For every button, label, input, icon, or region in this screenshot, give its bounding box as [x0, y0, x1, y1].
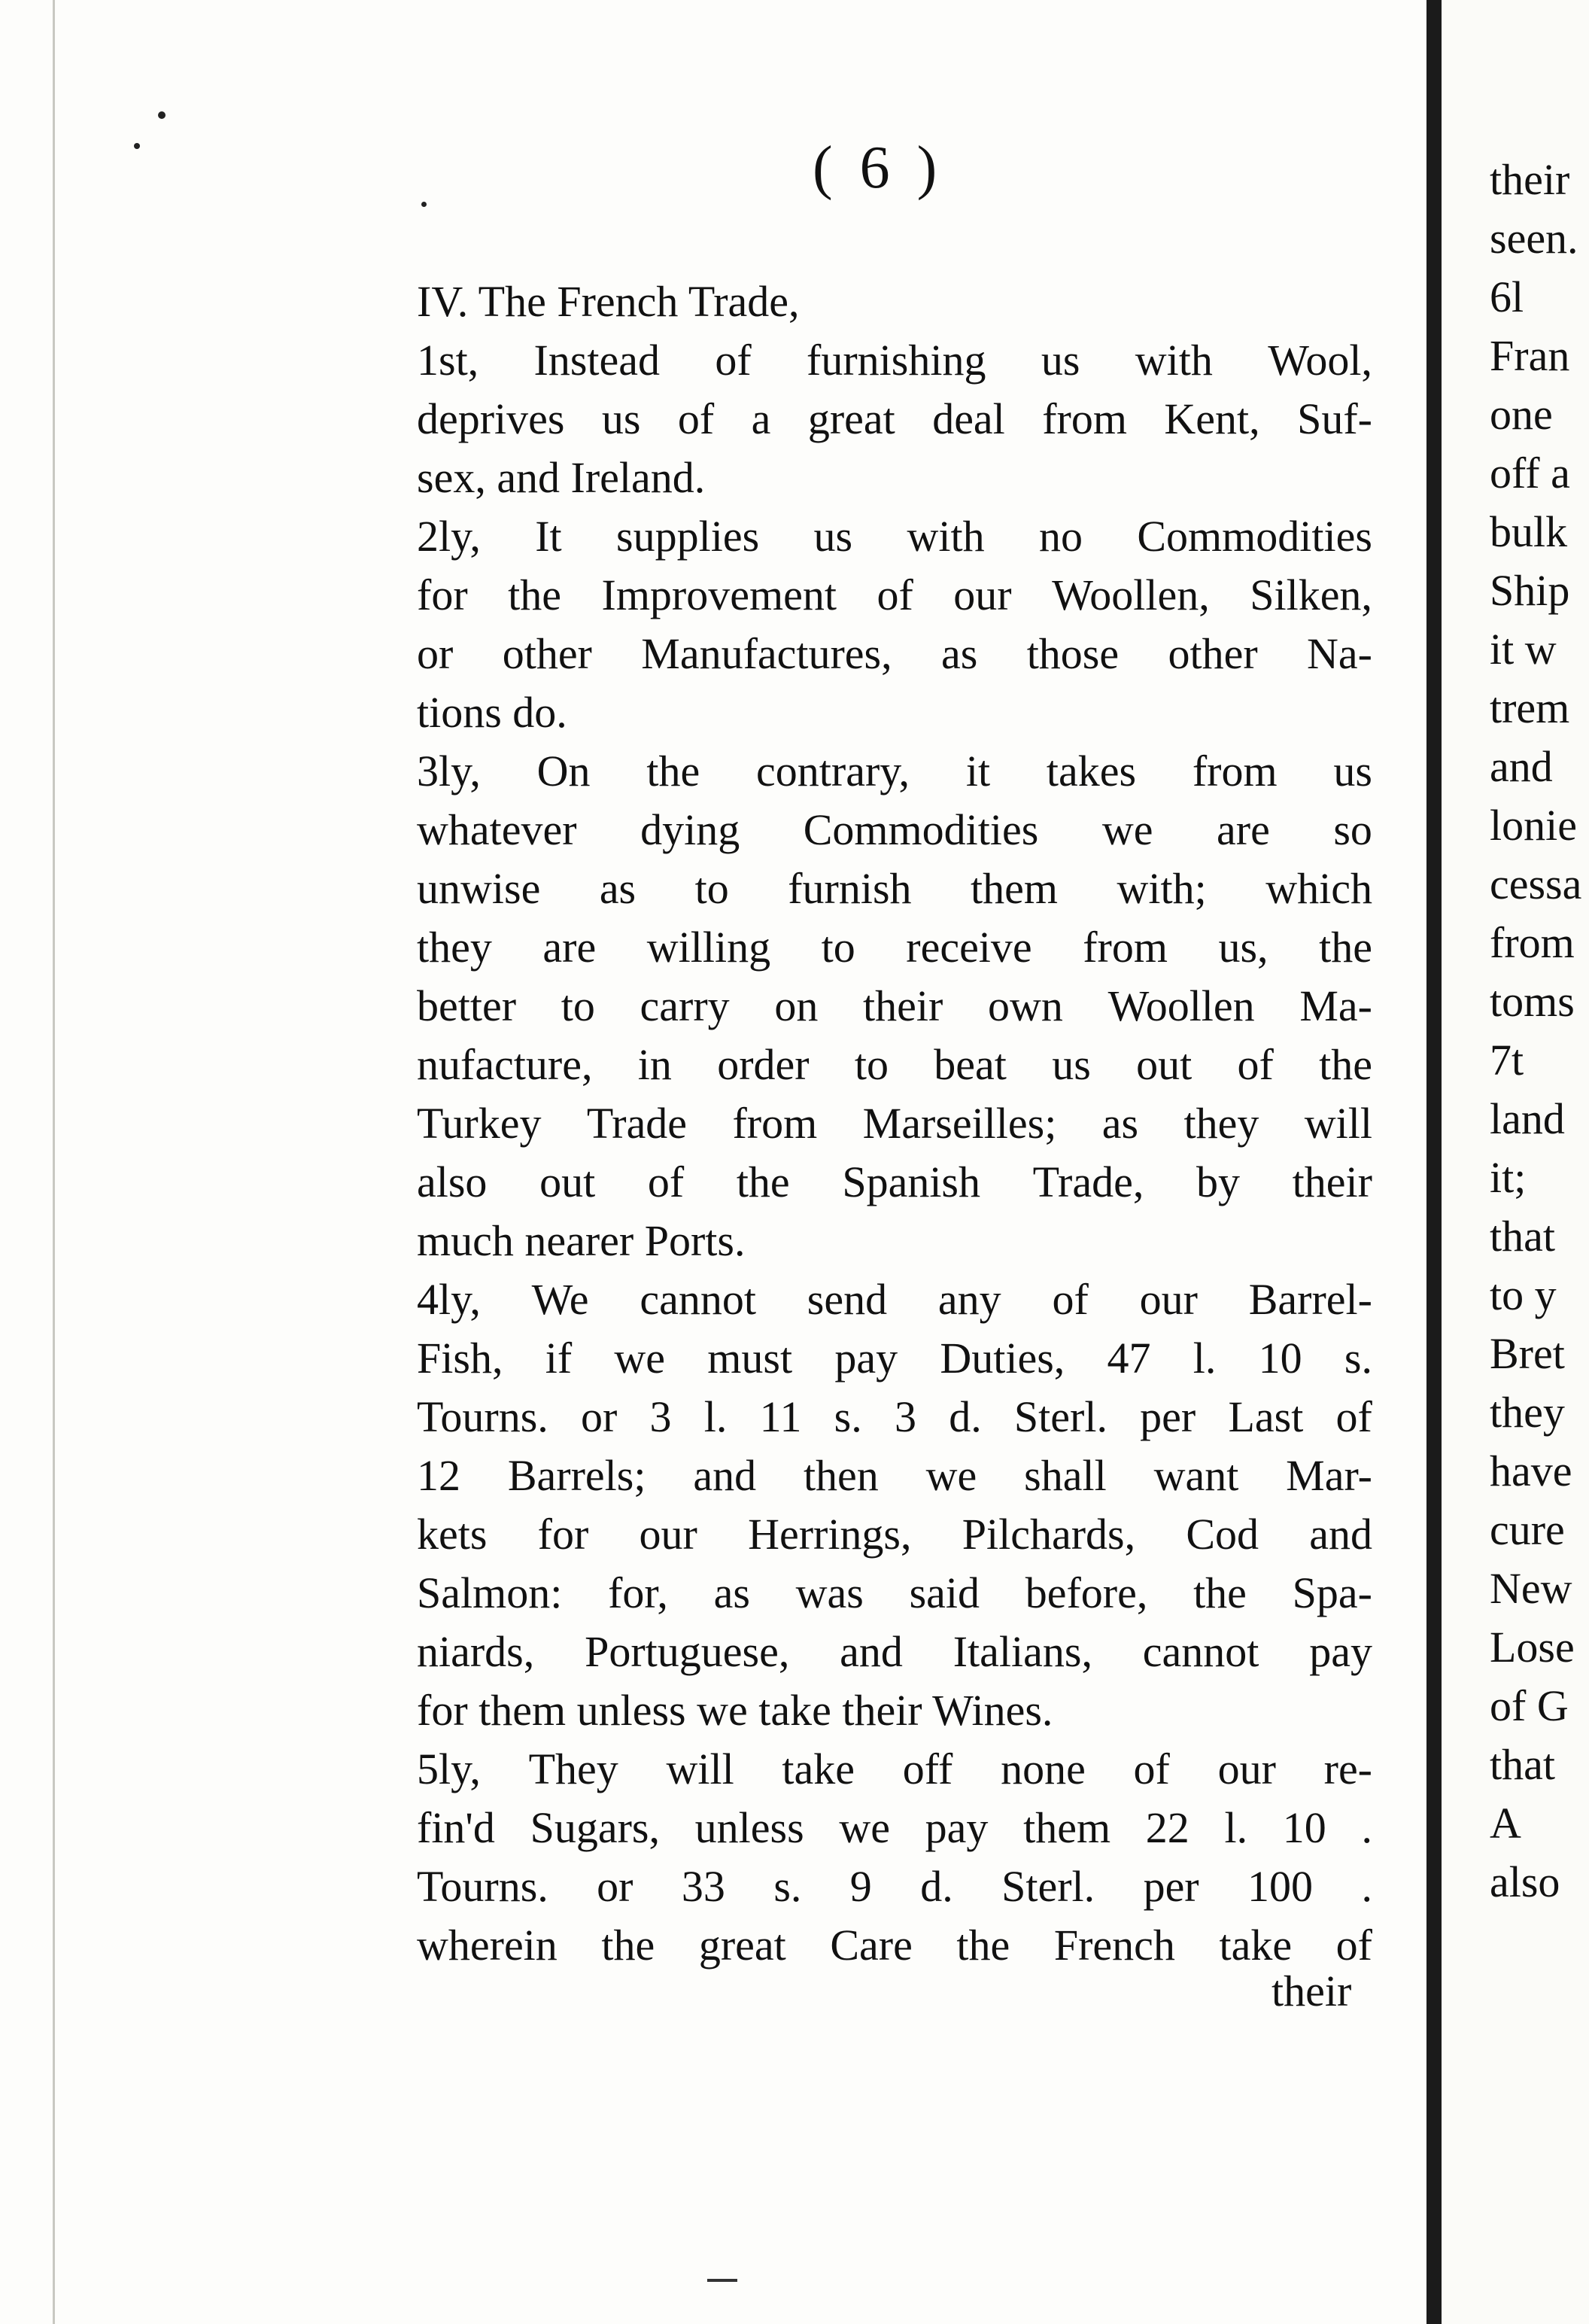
- facing-page-line: bulk: [1490, 507, 1568, 556]
- text-line: fin'd Sugars, unless we pay them 22 l. 10 .: [417, 1803, 1372, 1852]
- facing-page-text: [1490, 151, 1589, 1912]
- text-line: 5ly, They will take off none of our re-: [417, 1745, 1372, 1793]
- facing-page-line: land: [1490, 1094, 1565, 1143]
- binding-mark: [707, 2249, 737, 2282]
- text-line: wherein the great Care the French take of: [417, 1921, 1372, 1970]
- facing-page-line: from: [1490, 918, 1575, 967]
- ink-speck: [134, 143, 140, 149]
- text-line: 12 Barrels; and then we shall want Mar-: [417, 1451, 1372, 1500]
- text-line: Turkey Trade from Marseilles; as they will: [417, 1099, 1372, 1148]
- ink-speck: [158, 111, 166, 119]
- text-line: Tourns. or 3 l. 11 s. 3 d. Sterl. per Last of: [417, 1392, 1372, 1441]
- facing-page-line: off a: [1490, 449, 1570, 497]
- text-line: unwise as to furnish them with; which: [417, 864, 1372, 913]
- text-line: 1st, Instead of furnishing us with Wool,: [417, 336, 1372, 385]
- text-line: 2ly, It supplies us with no Commodities: [417, 512, 1372, 561]
- text-line: Fish, if we must pay Duties, 47 l. 10 s.: [417, 1334, 1372, 1383]
- facing-page-line: Bret: [1490, 1329, 1565, 1378]
- body-text: [417, 272, 1372, 1975]
- facing-page-line: and: [1490, 742, 1553, 791]
- facing-page-line: lonie: [1490, 801, 1577, 850]
- text-line: Salmon: for, as was said before, the Spa-: [417, 1568, 1372, 1617]
- text-line: whatever dying Commodities we are so: [417, 805, 1372, 854]
- text-line: deprives us of a great deal from Kent, Suf-: [417, 394, 1372, 443]
- facing-page: [1442, 0, 1589, 2324]
- facing-page-line: have: [1490, 1446, 1572, 1495]
- gutter-shadow: [1426, 0, 1442, 2324]
- text-line: they are willing to receive from us, the: [417, 923, 1372, 972]
- facing-page-line: Lose: [1490, 1623, 1575, 1672]
- text-line: for them unless we take their Wines.: [417, 1686, 1053, 1735]
- text-line: kets for our Herrings, Pilchards, Cod and: [417, 1510, 1372, 1559]
- facing-page-line: they: [1490, 1388, 1565, 1437]
- text-line: sex, and Ireland.: [417, 453, 706, 502]
- facing-page-line: trem: [1490, 683, 1570, 732]
- facing-page-line: 6l: [1490, 272, 1524, 321]
- text-line: for the Improvement of our Woollen, Silken,: [417, 570, 1372, 619]
- facing-page-line: seen.: [1490, 214, 1578, 263]
- facing-page-line: it;: [1490, 1153, 1527, 1202]
- facing-page-line: to y: [1490, 1270, 1557, 1319]
- catchword: their: [1272, 1967, 1352, 2015]
- facing-page-line: also: [1490, 1857, 1560, 1906]
- text-line: or other Manufactures, as those other Na-: [417, 629, 1372, 678]
- text-line: nufacture, in order to beat us out of the: [417, 1040, 1372, 1089]
- ink-speck: [421, 202, 427, 207]
- facing-page-line: New: [1490, 1564, 1572, 1613]
- facing-page-line: toms: [1490, 977, 1575, 1026]
- text-line: niards, Portuguese, and Italians, cannot pay: [417, 1627, 1372, 1676]
- text-line: much nearer Ports.: [417, 1216, 746, 1265]
- facing-page-line: cure: [1490, 1505, 1565, 1554]
- text-line: also out of the Spanish Trade, by their: [417, 1157, 1372, 1206]
- facing-page-line: that: [1490, 1740, 1555, 1789]
- text-line: IV. The French Trade,: [417, 277, 800, 326]
- facing-page-line: 7t: [1490, 1036, 1524, 1084]
- facing-page-line: that: [1490, 1212, 1555, 1261]
- facing-page-line: cessa: [1490, 859, 1582, 908]
- text-line: better to carry on their own Woollen Ma-: [417, 981, 1372, 1030]
- page-number: ( 6 ): [813, 135, 943, 201]
- text-line: tions do.: [417, 688, 567, 737]
- facing-page-line: Ship: [1490, 566, 1570, 615]
- facing-page-line: of G: [1490, 1681, 1569, 1730]
- facing-page-line: it w: [1490, 625, 1557, 674]
- facing-page-line: their: [1490, 155, 1570, 204]
- facing-page-line: one: [1490, 390, 1553, 439]
- text-line: 4ly, We cannot send any of our Barrel-: [417, 1275, 1372, 1324]
- text-line: Tourns. or 33 s. 9 d. Sterl. per 100 .: [417, 1862, 1372, 1911]
- text-line: 3ly, On the contrary, it takes from us: [417, 747, 1372, 795]
- facing-page-line: A: [1490, 1799, 1521, 1848]
- facing-page-line: Fran: [1490, 331, 1570, 380]
